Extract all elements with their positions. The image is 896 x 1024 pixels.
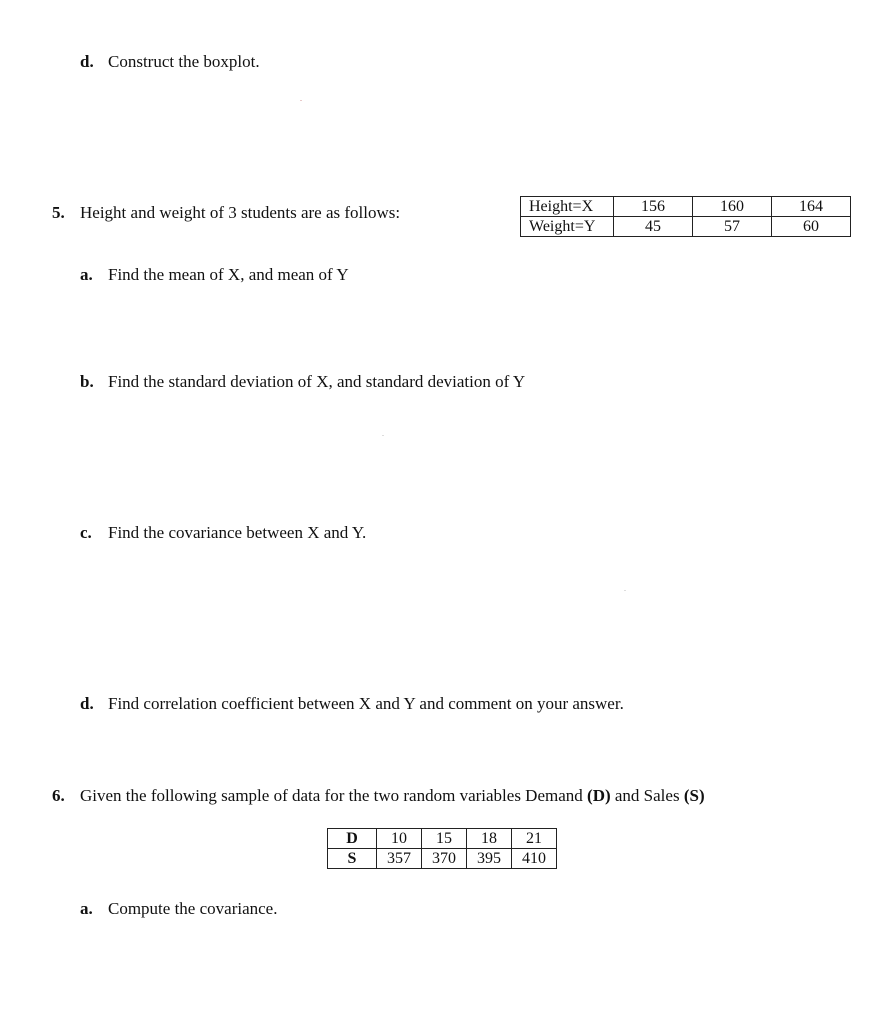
- table-cell: 410: [512, 849, 557, 869]
- part-text: Find correlation coefficient between X and Y and comment on your answer.: [108, 694, 624, 713]
- table-cell: 57: [693, 217, 772, 237]
- question-5d: [80, 694, 624, 714]
- table-row: [521, 217, 851, 237]
- question-number: 5.: [52, 203, 65, 222]
- table-cell: 21: [512, 829, 557, 849]
- question-text-middle: and Sales: [610, 786, 684, 805]
- part-text: Construct the boxplot.: [108, 52, 260, 71]
- part-text: Compute the covariance.: [108, 899, 278, 918]
- table-row: [521, 197, 851, 217]
- question-5: [52, 203, 400, 223]
- table-cell: 156: [614, 197, 693, 217]
- table-cell: 370: [422, 849, 467, 869]
- scan-speck: [382, 435, 384, 436]
- scan-speck: [624, 590, 626, 591]
- question-4d: [80, 52, 260, 72]
- row-header: S: [328, 849, 377, 869]
- part-label: b.: [80, 372, 94, 391]
- table-cell: 45: [614, 217, 693, 237]
- part-label: d.: [80, 52, 94, 71]
- sales-symbol: (S): [683, 786, 705, 805]
- question-text: Given the following sample of data for the two random variables Demand: [80, 786, 588, 805]
- part-text: Find the covariance between X and Y.: [108, 523, 367, 542]
- part-label: a.: [80, 899, 93, 918]
- question-5c: [80, 523, 366, 543]
- row-header: Weight=Y: [521, 217, 614, 237]
- table-cell: 164: [772, 197, 851, 217]
- row-header: Height=X: [521, 197, 614, 217]
- table-cell: 60: [772, 217, 851, 237]
- question-5b: [80, 372, 525, 392]
- row-header: D: [328, 829, 377, 849]
- question-5a: [80, 265, 349, 285]
- part-label: a.: [80, 265, 93, 284]
- scan-speck: [300, 100, 302, 101]
- demand-sales-table: [327, 828, 557, 869]
- question-6: [52, 786, 705, 806]
- height-weight-table: [520, 196, 851, 237]
- table-row: [328, 849, 557, 869]
- question-6a: [80, 899, 277, 919]
- table-cell: 160: [693, 197, 772, 217]
- part-label: c.: [80, 523, 92, 542]
- part-text: Find the mean of X, and mean of Y: [108, 265, 349, 284]
- part-label: d.: [80, 694, 94, 713]
- table-cell: 15: [422, 829, 467, 849]
- table-row: [328, 829, 557, 849]
- part-text: Find the standard deviation of X, and standard deviation of Y: [108, 372, 526, 391]
- question-number: 6.: [52, 786, 65, 805]
- table-cell: 10: [377, 829, 422, 849]
- demand-symbol: (D): [587, 786, 611, 805]
- table-cell: 357: [377, 849, 422, 869]
- question-text: Height and weight of 3 students are as follows:: [80, 203, 401, 222]
- table-cell: 18: [467, 829, 512, 849]
- table-cell: 395: [467, 849, 512, 869]
